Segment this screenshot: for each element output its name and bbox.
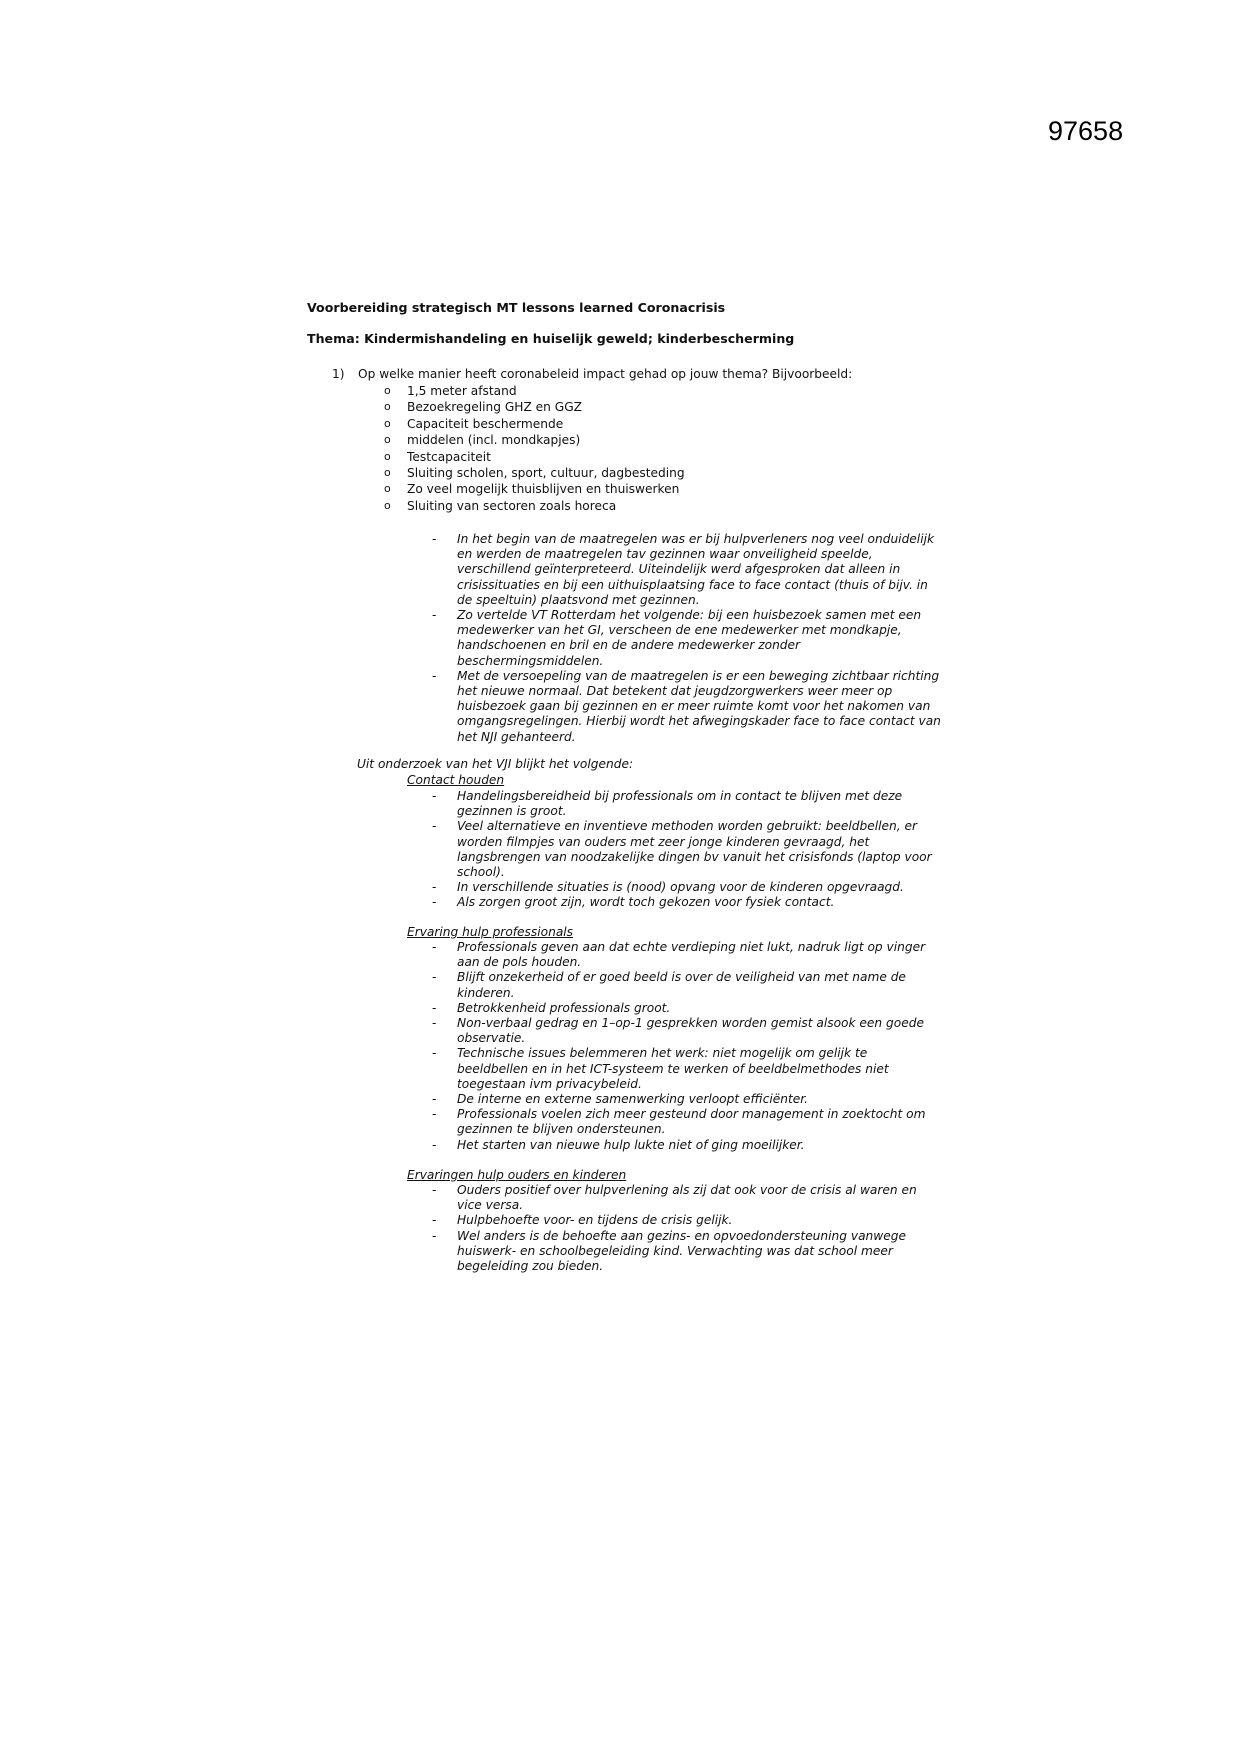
list-item: - In het begin van de maatregelen was er bij hulpverleners nog veel onduidelijk en werden de maatregelen tav gezinnen waar onveiligheid speelde, verschillend geïnterpreteerd. Uiteindelijk werd afgesproken dat alleen in crisissituaties en bij een uithuisplaatsing face to face contact (thuis of bijv. in de speeltuin) plaatsvond met gezinnen. — [432, 532, 935, 607]
list-item: - Met de versoepeling van de maatregelen is er een beweging zichtbaar richting het nieuwe normaal. Dat betekent dat jeugdzorgwerkers weer meer op huisbezoek gaan bij gezinnen en er meer ruimte komt voor het nakomen van omgangsregelingen. Hierbij wordt het afwegingskader face to face contact van het NJI gehanteerd. — [432, 668, 941, 744]
circle-bullet-icon: o — [384, 400, 391, 414]
question-text: Op welke manier heeft coronabeleid impact gehad op jouw thema? Bijvoorbeeld: — [358, 367, 853, 381]
list-item: - In verschillende situaties is (nood) opvang voor de kinderen opgevraagd. — [432, 880, 904, 895]
list-item: - Handelingsbereidheid bij professionals om in contact te blijven met deze gezinnen is groot. — [432, 789, 903, 819]
list-item: o 1,5 meter afstand — [384, 384, 517, 398]
list-item: o Sluiting scholen, sport, cultuur, dagbesteding — [384, 465, 685, 480]
research-intro: Uit onderzoek van het VJI blijkt het volgende: — [357, 757, 634, 771]
observations-list — [0, 532, 941, 745]
circle-bullet-icon: o — [384, 465, 391, 479]
list-item: - Professionals voelen zich meer gesteund door management in zoektocht om gezinnen te blijven ondersteunen. — [432, 1107, 926, 1137]
circle-bullet-icon: o — [384, 416, 391, 430]
list-item: - Betrokkenheid professionals groot. — [432, 1000, 671, 1015]
section-heading: Contact houden — [407, 773, 505, 787]
circle-bullet-icon: o — [384, 482, 391, 496]
list-item: - Als zorgen groot zijn, wordt toch gekozen voor fysiek contact. — [432, 895, 835, 910]
list-item: o Zo veel mogelijk thuisblijven en thuiswerken — [384, 482, 680, 497]
list-item: - Professionals geven aan dat echte verdieping niet lukt, nadruk ligt op vinger aan de pols houden. — [432, 940, 926, 970]
list-item: o Testcapaciteit — [384, 449, 491, 464]
section-list — [0, 1183, 917, 1274]
list-item: o middelen (incl. mondkapjes) — [384, 433, 581, 448]
section-list — [0, 789, 932, 911]
document-number: 97658 — [1048, 116, 1124, 146]
examples-list — [0, 383, 685, 514]
circle-bullet-icon: o — [384, 449, 391, 463]
document-title: Voorbereiding strategisch MT lessons learned Coronacrisis — [307, 300, 726, 315]
list-item: - Ouders positief over hulpverlening als zij dat ook voor de crisis al waren en vice versa. — [432, 1183, 917, 1213]
section-list — [0, 940, 926, 1153]
list-item: - De interne en externe samenwerking verloopt efficiënter. — [432, 1092, 809, 1107]
list-item: o Sluiting van sectoren zoals horeca — [384, 498, 617, 513]
theme-heading: Thema: Kindermishandeling en huiselijk geweld; kinderbescherming — [307, 331, 795, 346]
circle-bullet-icon: o — [384, 498, 391, 512]
list-item: - Zo vertelde VT Rotterdam het volgende: bij een huisbezoek samen met een medewerker van het GI, verscheen de ene medewerker met mondkapje, handschoenen en bril en de andere medewerker zonder beschermingsmiddelen. — [432, 608, 922, 668]
list-item: - Blijft onzekerheid of er goed beeld is over de veiligheid van met name de kinderen. — [432, 970, 906, 1000]
list-item: - Wel anders is de behoefte aan gezins- en opvoedondersteuning vanwege huiswerk- en schoolbegeleiding kind. Verwachting was dat school meer begeleiding zou bieden. — [432, 1228, 906, 1274]
list-item: - Hulpbehoefte voor- en tijdens de crisis gelijk. — [432, 1213, 733, 1228]
circle-bullet-icon: o — [384, 433, 391, 447]
section-heading: Ervaring hulp professionals — [407, 925, 574, 939]
list-item: - Veel alternatieve en inventieve methoden worden gebruikt: beeldbellen, er worden filmpjes van ouders met zeer jonge kinderen gevraagd, het langsbrengen van noodzakelijke dingen bv vanuit het crisisfonds (laptop voor school). — [432, 819, 932, 880]
list-item: - Non-verbaal gedrag en 1–op-1 gesprekken worden gemist alsook een goede observatie. — [432, 1016, 924, 1046]
question-number: 1) — [332, 367, 345, 381]
list-item: - Het starten van nieuwe hulp lukte niet of ging moeilijker. — [432, 1137, 805, 1152]
circle-bullet-icon: o — [384, 384, 391, 397]
section-heading: Ervaringen hulp ouders en kinderen — [407, 1168, 627, 1182]
list-item: o Bezoekregeling GHZ en GGZ — [384, 400, 583, 415]
list-item: - Technische issues belemmeren het werk: niet mogelijk om gelijk te beeldbellen en in het ICT-systeem te werken of beeldbelmethodes niet toegestaan ivm privacybeleid. — [432, 1046, 889, 1091]
list-item: o Capaciteit beschermende — [384, 416, 564, 431]
